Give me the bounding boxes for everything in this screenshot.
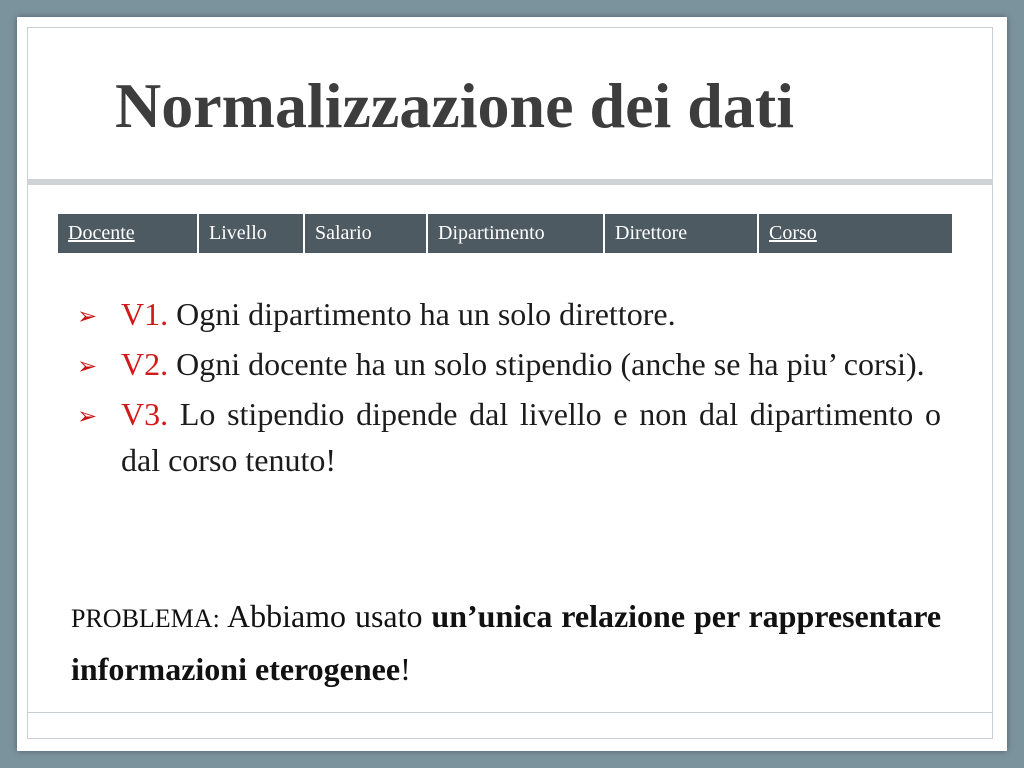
schema-column-dipartimento: Dipartimento	[428, 214, 605, 253]
constraints-list	[77, 291, 941, 483]
constraint-text: Ogni docente ha un solo stipendio (anche se ha piu’ corsi).	[176, 346, 925, 382]
schema-column-corso: Corso	[769, 222, 817, 244]
problem-emphasis: un’unica relazione per rappresentare informazioni eterogenee	[71, 598, 942, 687]
schema-column-livello: Livello	[199, 214, 305, 253]
constraint-label: V1.	[121, 296, 169, 332]
arrow-bullet-icon: ➢	[77, 302, 98, 330]
schema-column-direttore: Direttore	[605, 214, 759, 253]
constraint-label: V3.	[121, 396, 169, 432]
constraint-text: Ogni dipartimento ha un solo direttore.	[176, 296, 676, 332]
constraint-label: V2.	[121, 346, 169, 382]
list-item	[77, 341, 941, 387]
arrow-bullet-icon: ➢	[77, 402, 98, 430]
schema-column-docente: Docente	[58, 214, 199, 253]
problem-label: PROBLEMA:	[71, 604, 220, 633]
footer-divider	[27, 712, 993, 713]
problem-text: Abbiamo usato	[226, 598, 423, 634]
slide	[17, 17, 1007, 751]
problem-end-mark: !	[400, 651, 411, 687]
problem-statement	[71, 591, 941, 694]
list-item	[77, 291, 941, 337]
list-item	[77, 391, 941, 483]
schema-column-salario: Salario	[305, 214, 428, 253]
relation-schema-table	[58, 214, 952, 253]
slide-title: Normalizzazione dei dati	[115, 70, 794, 141]
title-divider	[27, 179, 993, 185]
arrow-bullet-icon: ➢	[77, 352, 98, 380]
constraint-text: Lo stipendio dipende dal livello e non dal dipartimento o dal corso tenuto!	[121, 396, 942, 478]
